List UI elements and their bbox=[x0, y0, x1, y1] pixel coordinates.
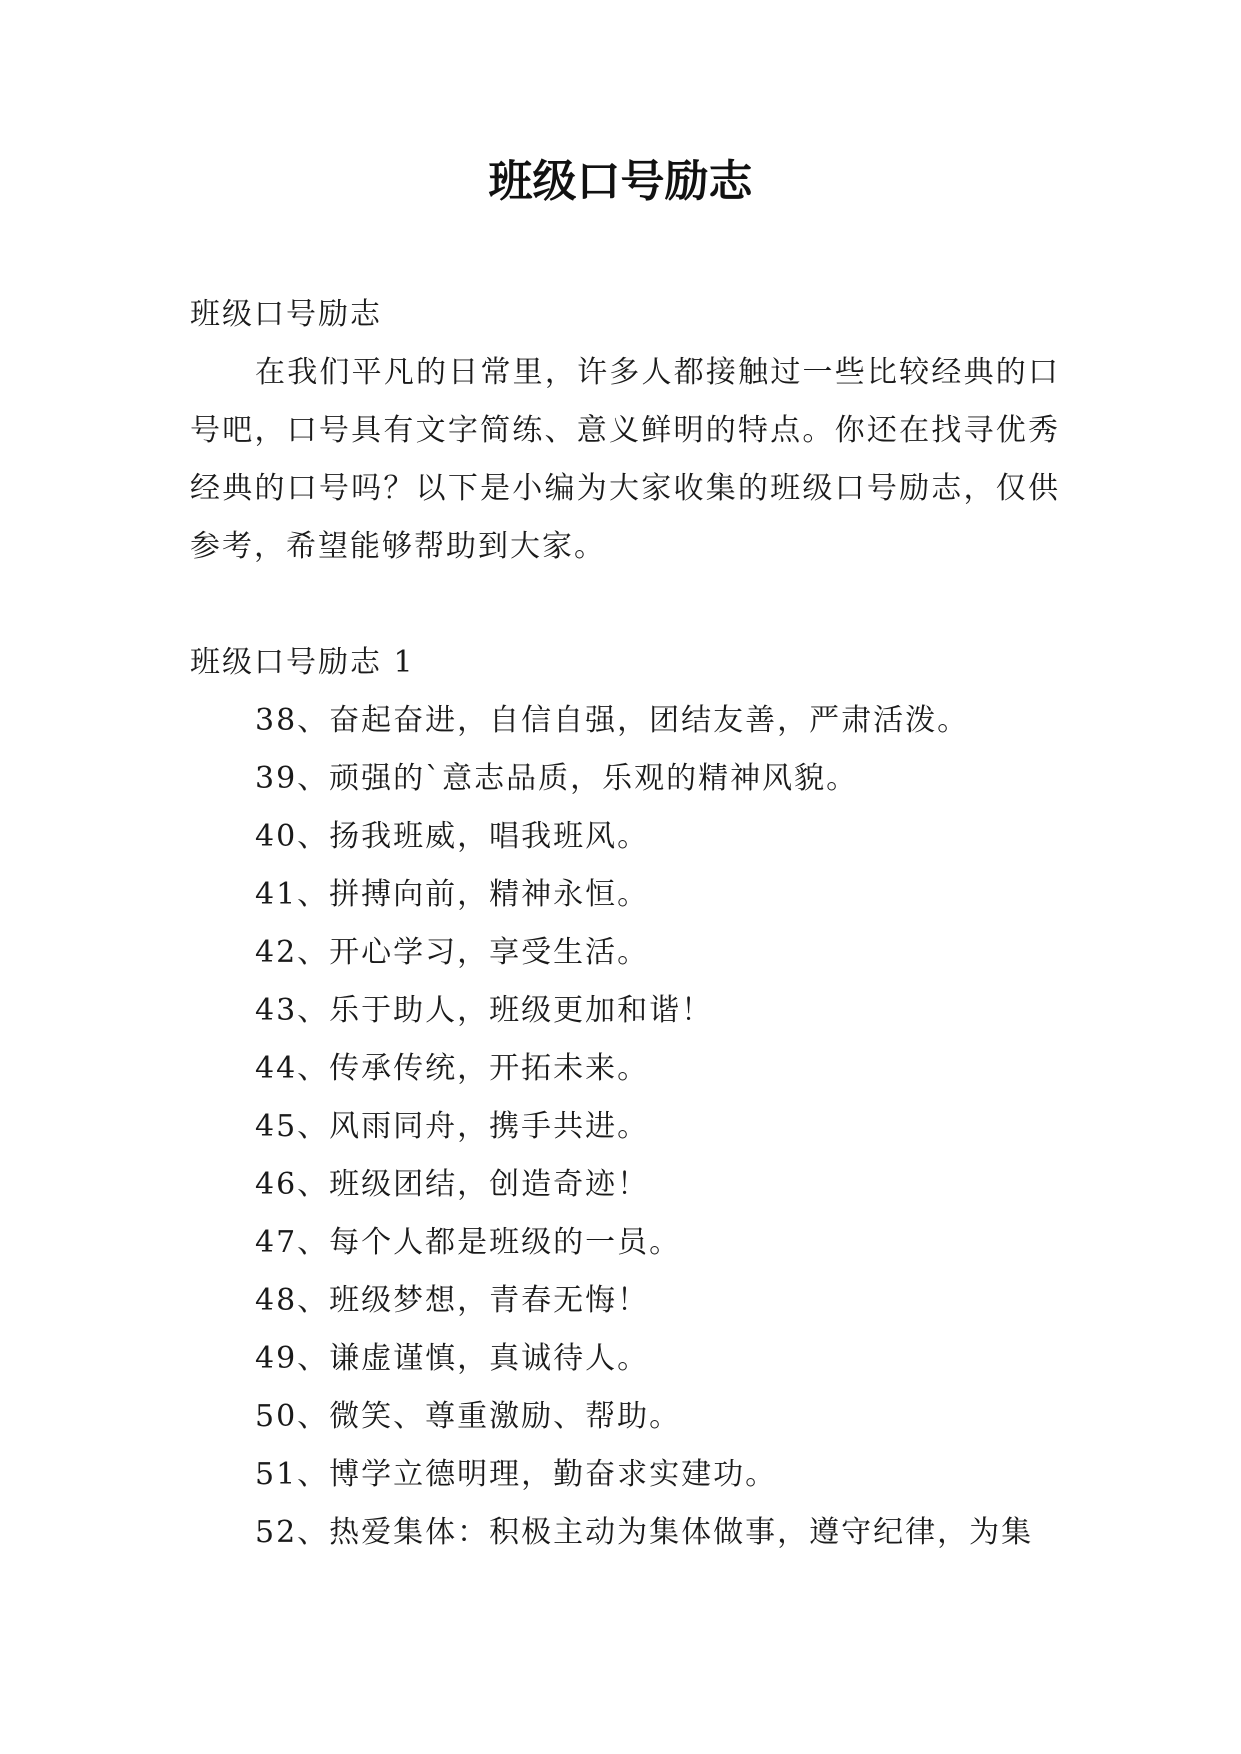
slogan-list bbox=[190, 692, 1060, 1562]
subsection-heading: 班级口号励志 1 bbox=[190, 645, 415, 680]
slogan-item: 38、奋起奋进，自信自强，团结友善，严肃活泼。 bbox=[255, 703, 970, 738]
paragraph-gap bbox=[190, 576, 1060, 634]
slogan-item: 50、微笑、尊重激励、帮助。 bbox=[255, 1399, 682, 1434]
slogan-item: 49、谦虚谨慎，真诚待人。 bbox=[255, 1341, 650, 1376]
slogan-item: 44、传承传统，开拓未来。 bbox=[255, 1051, 650, 1086]
slogan-item: 41、拼搏向前，精神永恒。 bbox=[255, 877, 650, 912]
slogan-item: 48、班级梦想，青春无悔！ bbox=[255, 1283, 650, 1318]
intro-paragraph: 在我们平凡的日常里，许多人都接触过一些比较经典的口号吧，口号具有文字简练、意义鲜明的特点。你还在找寻优秀经典的口号吗？以下是小编为大家收集的班级口号励志，仅供参考，希望能够帮助到大家。 bbox=[190, 355, 1060, 564]
document-body bbox=[190, 286, 1060, 1562]
slogan-item: 40、扬我班威，唱我班风。 bbox=[255, 819, 650, 854]
slogan-item: 43、乐于助人，班级更加和谐！ bbox=[255, 993, 714, 1028]
slogan-item: 42、开心学习，享受生活。 bbox=[255, 935, 650, 970]
slogan-item: 51、博学立德明理，勤奋求实建功。 bbox=[255, 1457, 778, 1492]
document-title: 班级口号励志 bbox=[488, 156, 753, 207]
section-heading: 班级口号励志 bbox=[190, 297, 382, 332]
slogan-item: 52、热爱集体：积极主动为集体做事，遵守纪律，为集 bbox=[255, 1515, 1034, 1550]
slogan-item: 45、风雨同舟，携手共进。 bbox=[255, 1109, 650, 1144]
slogan-item: 46、班级团结，创造奇迹！ bbox=[255, 1167, 650, 1202]
slogan-item: 47、每个人都是班级的一员。 bbox=[255, 1225, 682, 1260]
slogan-item: 39、顽强的`意志品质，乐观的精神风貌。 bbox=[255, 761, 859, 796]
